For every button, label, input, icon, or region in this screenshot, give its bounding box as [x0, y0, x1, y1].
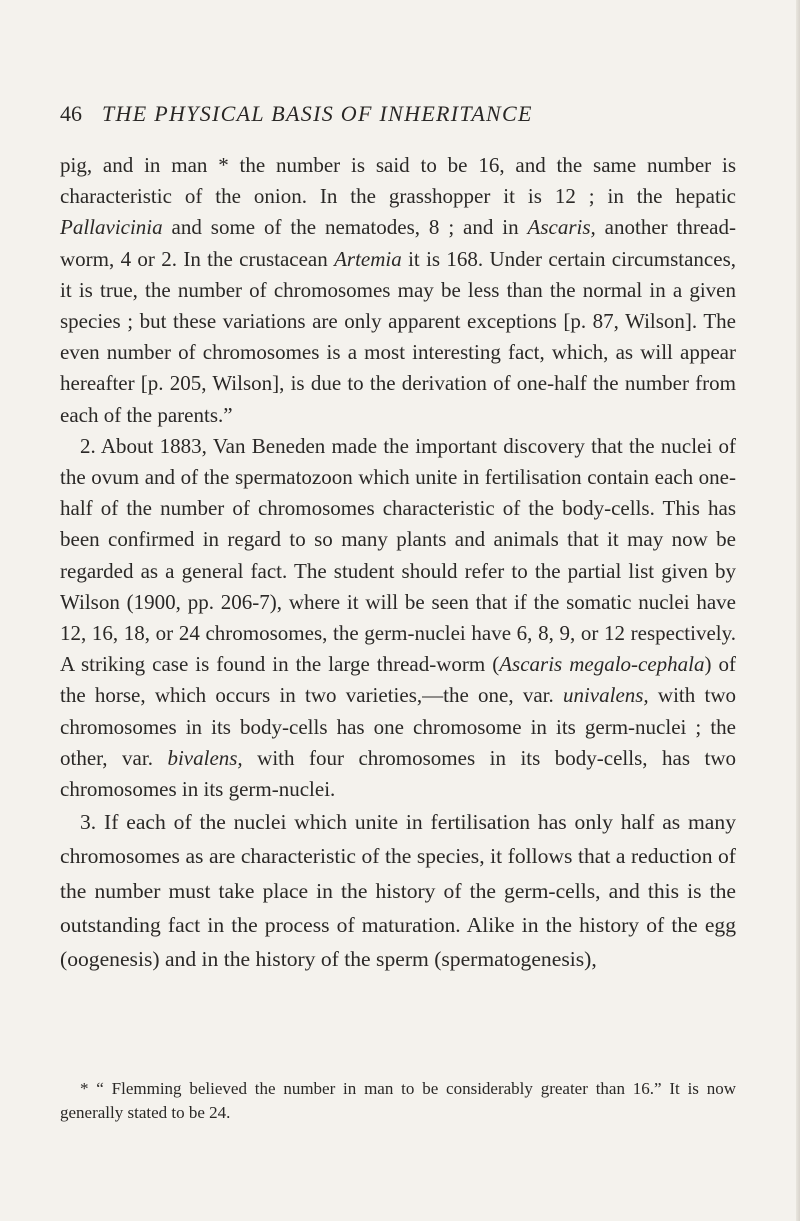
italic-term: univalens, — [562, 683, 649, 708]
text-run: 3. If each of the nuclei which unite in fertilisation has only half as many chromosomes as are characteristic of the species, it follows that a reduction of the number must take place in the history of the germ-cells, and this is the outstanding fact in the process of maturation. Alike in the history of the egg (oogenesis) and in the history of the sperm (spermatogenesis), — [60, 810, 736, 972]
paragraph-3 — [60, 805, 736, 976]
italic-term: Ascaris megalo-cephala — [499, 652, 705, 677]
paragraph-2 — [60, 431, 736, 805]
page-edge — [796, 0, 800, 1221]
text-run: with two chromosomes in its body-cells has one chromosome in its germ-nuclei ; the other, var. — [60, 683, 736, 770]
footnote — [60, 1077, 736, 1125]
text-run: with four chromosomes in its body-cells, has two chromosomes in its germ-nuclei. — [60, 745, 736, 802]
body-text — [60, 150, 736, 976]
italic-term: bivalens, — [167, 745, 243, 770]
page-number: 46 — [60, 101, 82, 126]
running-head — [60, 101, 700, 127]
italic-term: Pallavicinia — [60, 215, 163, 240]
italic-term: Ascaris, — [527, 215, 596, 240]
text-run: ) of the horse, which occurs in two varieties,—the one, var. — [60, 652, 736, 708]
text-run: another thread-worm, 4 or 2. In the crustacean — [60, 215, 736, 271]
text-run: and some of the nematodes, 8 ; and in — [162, 215, 528, 240]
running-head-title: THE PHYSICAL BASIS OF INHERITANCE — [102, 101, 533, 126]
italic-term: Artemia — [334, 246, 402, 271]
footnote-text: * “ Flemming believed the number in man to be considerably greater than 16.” It is now generally stated to be 24. — [60, 1079, 736, 1122]
text-run: it is 168. Under certain circumstances, it is true, the number of chromosomes may be less than the normal in a given species ; but these variations are only apparent exceptions [p. 87, Wilson]. The even number of chromosomes is a most interesting fact, which, as will appear hereafter [p. 205, Wilson], is due to the derivation of one-half the number from each of the parents.” — [60, 246, 736, 427]
paragraph-continuation — [60, 150, 736, 431]
text-run: pig, and in man * the number is said to be 16, and the same number is characteristic of the onion. In the grasshopper it is 12 ; in the hepatic — [60, 153, 736, 209]
text-run: 2. About 1883, Van Beneden made the important discovery that the nuclei of the ovum and of the spermatozoon which unite in fertilisation contain each one-half of the number of chromosomes characteristic of the body-cells. This has been confirmed in regard to so many plants and animals that it may now be regarded as a general fact. The student should refer to the partial list given by Wilson (1900, pp. 206-7), where it will be seen that if the somatic nuclei have 12, 16, 18, or 24 chromosomes, the germ-nuclei have 6, 8, 9, or 12 respectively. A striking case is found in the large thread-worm ( — [60, 433, 736, 677]
